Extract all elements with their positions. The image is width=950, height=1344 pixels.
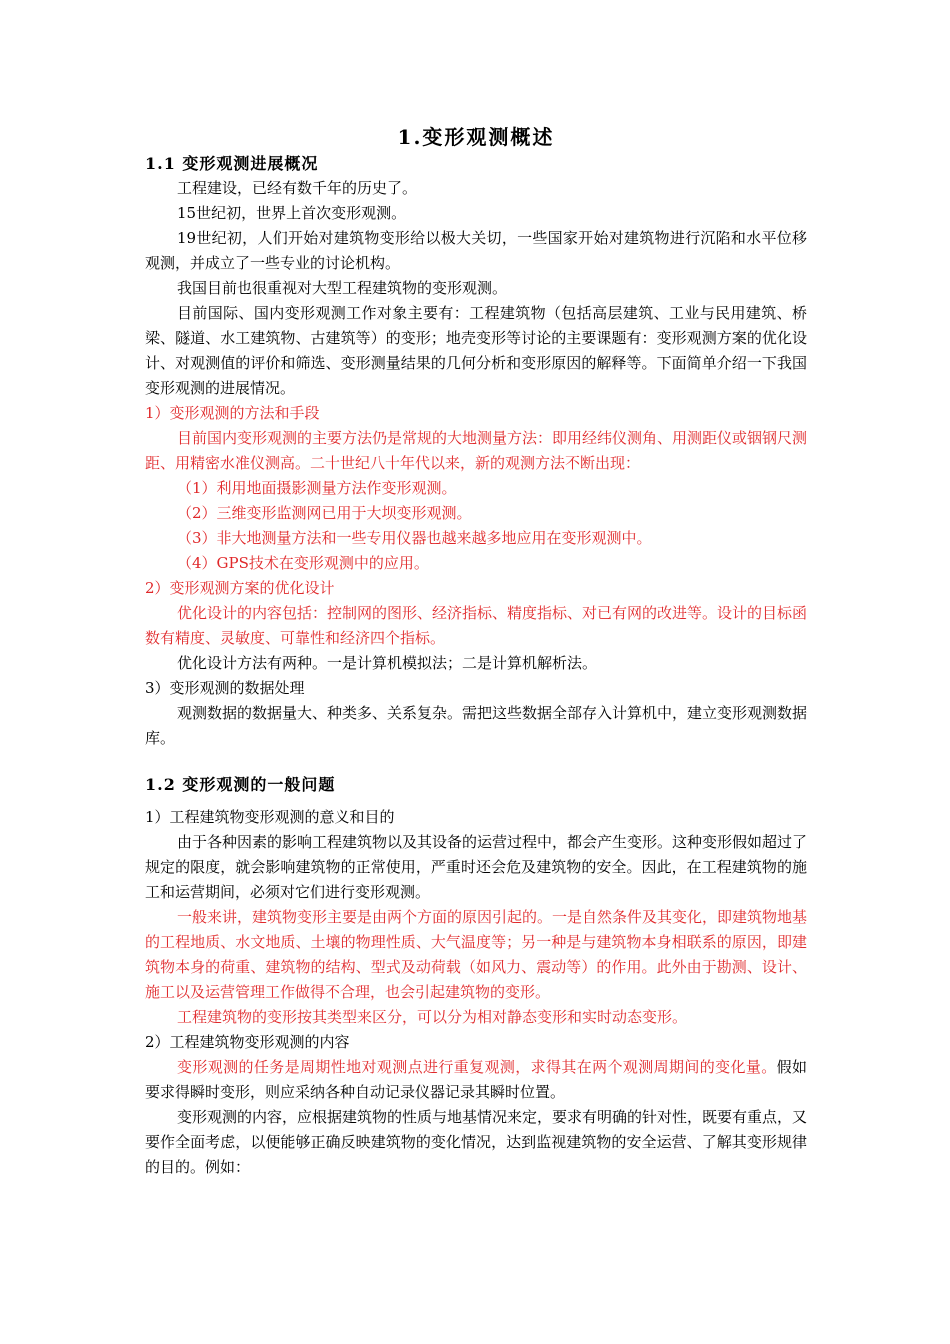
paragraph-text: 假如要求得瞬时变形，则应采纳各种自动记录仪器记录其瞬时位置。 (145, 1058, 807, 1101)
paragraph: 变形观测的内容，应根据建筑物的性质与地基情况来定，要求有明确的针对性，既要有重点，又要作全面考虑，以便能够正确反映建筑物的变化情况，达到监视建筑物的安全运营、了解其变形规律的目的。例如： (145, 1108, 808, 1176)
subsection-heading: 3）变形观测的数据处理 (145, 679, 305, 697)
paragraph: 观测数据的数据量大、种类多、关系复杂。需把这些数据全部存入计算机中，建立变形观测数据库。 (145, 704, 808, 747)
subsection-heading: 1）变形观测的方法和手段 (145, 404, 320, 422)
subsection-heading: 2）变形观测方案的优化设计 (145, 579, 335, 597)
subsection-heading: 1）工程建筑物变形观测的意义和目的 (145, 808, 395, 826)
paragraph: 目前国际、国内变形观测工作对象主要有：工程建筑物（包括高层建筑、工业与民用建筑、桥梁、隧道、水工建筑物、古建筑等）的变形；地壳变形等讨论的主要课题有：变形观测方案的优化设计、对观测值的评价和筛选、变形测量结果的几何分析和变形原因的解释等。下面简单介绍一下我国变形观测的进展情况。 (145, 304, 807, 397)
paragraph: 19世纪初，人们开始对建筑物变形给以极大关切，一些国家开始对建筑物进行沉陷和水平位移观测，并成立了一些专业的讨论机构。 (145, 229, 807, 272)
list-item: （2）三维变形监测网已用于大坝变形观测。 (177, 504, 472, 522)
highlighted-text: 变形观测的任务是周期性地对观测点进行重复观测，求得其在两个观测周期间的变化量。 (177, 1058, 777, 1076)
paragraph: 目前国内变形观测的主要方法仍是常规的大地测量方法：即用经纬仪测角、用测距仪或铟钢尺测距、用精密水准仪测高。二十世纪八十年代以来，新的观测方法不断出现： (145, 429, 808, 472)
section-1-1-heading: 1.1 变形观测进展概况 (145, 154, 319, 173)
document-title: 1.变形观测概述 (397, 125, 555, 149)
paragraph (145, 1055, 807, 1105)
paragraph: 工程建筑物的变形按其类型来区分，可以分为相对静态变形和实时动态变形。 (177, 1008, 688, 1026)
paragraph: 优化设计的内容包括：控制网的图形、经济指标、精度指标、对已有网的改进等。设计的目标函数有精度、灵敏度、可靠性和经济四个指标。 (145, 604, 808, 647)
list-item: （1）利用地面摄影测量方法作变形观测。 (177, 479, 457, 497)
paragraph: 优化设计方法有两种。一是计算机模拟法；二是计算机解析法。 (177, 654, 598, 672)
subsection-heading: 2）工程建筑物变形观测的内容 (145, 1033, 350, 1051)
document-body (145, 122, 807, 1180)
paragraph: 15世纪初，世界上首次变形观测。 (177, 204, 407, 222)
paragraph: 由于各种因素的影响工程建筑物以及其设备的运营过程中，都会产生变形。这种变形假如超过了规定的限度，就会影响建筑物的正常使用，严重时还会危及建筑物的安全。因此，在工程建筑物的施工和运营期间，必须对它们进行变形观测。 (145, 833, 808, 901)
paragraph: 一般来讲，建筑物变形主要是由两个方面的原因引起的。一是自然条件及其变化，即建筑物地基的工程地质、水文地质、土壤的物理性质、大气温度等；另一种是与建筑物本身相联系的原因，即建筑物本身的荷重、建筑物的结构、型式及动荷载（如风力、震动等）的作用。此外由于勘测、设计、施工以及运营管理工作做得不合理，也会引起建筑物的变形。 (145, 908, 808, 1001)
section-1-2-heading: 1.2 变形观测的一般问题 (145, 775, 336, 794)
paragraph: 我国目前也很重视对大型工程建筑物的变形观测。 (177, 279, 508, 297)
list-item: （3）非大地测量方法和一些专用仪器也越来越多地应用在变形观测中。 (177, 529, 652, 547)
paragraph: 工程建设，已经有数千年的历史了。 (177, 179, 418, 197)
list-item: （4）GPS技术在变形观测中的应用。 (177, 554, 429, 572)
